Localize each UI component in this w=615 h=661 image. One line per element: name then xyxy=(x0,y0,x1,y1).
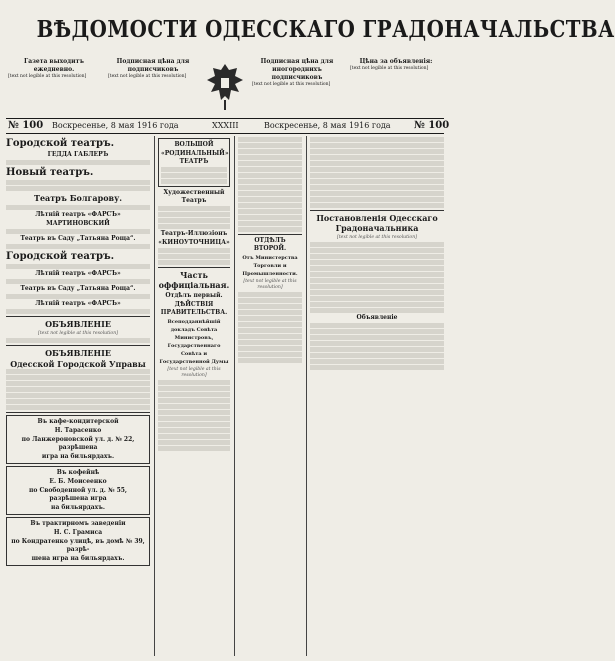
info-box-ad-prices xyxy=(348,58,444,116)
heading-section-one: Отдѣлъ первый. xyxy=(165,292,223,299)
issue-date-left: Воскресенье, 8 мая 1916 года xyxy=(52,121,179,130)
illegible-text: [text not legible at this resolution] xyxy=(167,367,221,378)
ad-address: по Свободенной ул. д. № 55, разрѣшена игра xyxy=(28,487,128,502)
column-ministry xyxy=(238,136,302,656)
illegible-text: [text not legible at this resolution] xyxy=(243,279,297,290)
column-divider xyxy=(306,136,307,656)
heading-farce-theater-3: Лѣтній театръ «ФАРСЪ» xyxy=(35,300,121,307)
ad-detail: на бильярдахъ. xyxy=(51,504,105,511)
column-governor xyxy=(310,136,444,656)
heading-tatyana-garden-2: Театръ въ Саду „Татьяна Роща“. xyxy=(20,285,136,292)
heading-governor-decrees: Постановленія Одесскаго Градоначальника xyxy=(316,213,438,233)
info-box-text: [text not legible at this resolution] xyxy=(108,74,187,79)
heading-art-theater: Художественный Театръ xyxy=(163,189,225,204)
coat-of-arms-icon xyxy=(203,60,247,114)
info-bar xyxy=(6,58,444,116)
info-box-subscription-regional xyxy=(250,58,344,116)
heading-new-theater: Новый театръ. xyxy=(6,167,94,178)
ad-detail: шена игра на бильярдахъ. xyxy=(31,555,125,562)
ad-billiards-3 xyxy=(6,517,150,566)
issue-line xyxy=(6,118,450,134)
ad-address: по Кондратенко улицѣ, въ домѣ № 39, разрѣ- xyxy=(11,538,145,553)
issue-number-left: № 100 xyxy=(8,120,44,131)
illegible-text: [text not legible at this resolution] xyxy=(38,331,118,336)
heading-city-theater: Городской театръ. xyxy=(6,138,115,149)
heading-section-two: ОТДѢЛЪ ВТОРОЙ. xyxy=(253,237,287,252)
heading-report: Всеподданнѣйшій докладъ Совѣта Министровъ, Государственнаго Совѣта и Государственной Думы xyxy=(159,319,229,365)
heading-government-acts: ДѢЙСТВІЯ ПРАВИТЕЛЬСТВА. xyxy=(160,301,228,316)
show-title: ГЕДДА ГАБЛЕРЪ xyxy=(47,151,109,158)
heading-illusion-title: «КИНОУТОЧНИЦА» xyxy=(158,239,230,246)
show-title: МАРТИНОВСКИЙ xyxy=(46,220,110,227)
heading-farce-theater: Лѣтній театръ «ФАРСЪ» xyxy=(35,211,121,218)
info-box-title: Цѣна за объявленія: xyxy=(359,58,433,65)
heading-tatyana-garden: Театръ въ Саду „Татьяна Роща“. xyxy=(20,235,136,242)
column-theaters xyxy=(6,136,150,656)
info-box-publication xyxy=(6,58,102,116)
issue-year: ХХХІІІ xyxy=(212,121,239,130)
heading-city-council: Одесской Городской Управы xyxy=(10,359,146,369)
ad-big-theater xyxy=(158,138,230,187)
ad-address: по Ланжероновской ул. д. № 22, разрѣшена xyxy=(21,436,135,451)
heading-announcement-2: ОБЪЯВЛЕНІЕ xyxy=(45,348,111,358)
illegible-text: [text not legible at this resolution] xyxy=(337,235,417,240)
issue-number-right: № 100 xyxy=(414,120,450,131)
column-official xyxy=(158,136,230,656)
ad-title: Въ кофейнѣ xyxy=(56,469,100,476)
ad-owner: Н. С. Грамиса xyxy=(53,529,103,536)
ad-billiards-1 xyxy=(6,415,150,464)
info-box-text: [text not legible at this resolution] xyxy=(8,74,87,79)
info-box-text: [text not legible at this resolution] xyxy=(350,66,429,71)
info-box-title: Газета выходитъ ежедневно. xyxy=(24,58,84,73)
masthead-title: ВѢДОМОСТИ ОДЕССКАГО ГРАДОНАЧАЛЬСТВА xyxy=(36,16,615,43)
heading-ministry: Отъ Министерства Торговли и Промышленности. xyxy=(242,255,298,277)
heading-announcement-governor: Объявленіе xyxy=(356,314,398,321)
column-divider xyxy=(154,136,155,656)
ad-billiards-2 xyxy=(6,466,150,515)
heading-bolgarov-theater: Театръ Болгарову. xyxy=(34,193,122,203)
heading-illusion-theater: Театръ-Иллюзіонъ xyxy=(160,230,228,237)
ad-detail: игра на бильярдахъ. xyxy=(41,453,115,460)
info-box-title: Подписная цѣна для подписчиковъ xyxy=(116,58,190,73)
heading-official-part: Часть оффиціальная. xyxy=(158,270,230,290)
ad-title: Въ кафе-кондитерской xyxy=(37,418,119,425)
ad-owner: Е. Б. Моисеенко xyxy=(49,478,107,485)
column-divider xyxy=(234,136,235,656)
heading-announcement: ОБЪЯВЛЕНІЕ xyxy=(45,319,111,329)
heading-city-theater-2: Городской театръ. xyxy=(6,251,115,262)
ad-title: Въ трактирномъ заведеніи xyxy=(30,520,126,527)
ad-title: ВОЛЬШОЙ xyxy=(174,141,214,148)
ad-owner: Н. Тарасенко xyxy=(54,427,102,434)
info-box-subscription-city xyxy=(106,58,200,116)
ad-subtitle: «РОДИНАЛЬНЫЙ» ТЕАТРЪ xyxy=(161,150,229,165)
issue-date-right: Воскресенье, 8 мая 1916 года xyxy=(264,121,391,130)
info-box-title: Подписная цѣна для иногороднихъ подписчиковъ xyxy=(260,58,334,81)
heading-farce-theater-2: Лѣтній театръ «ФАРСЪ» xyxy=(35,270,121,277)
info-box-text: [text not legible at this resolution] xyxy=(252,82,331,87)
